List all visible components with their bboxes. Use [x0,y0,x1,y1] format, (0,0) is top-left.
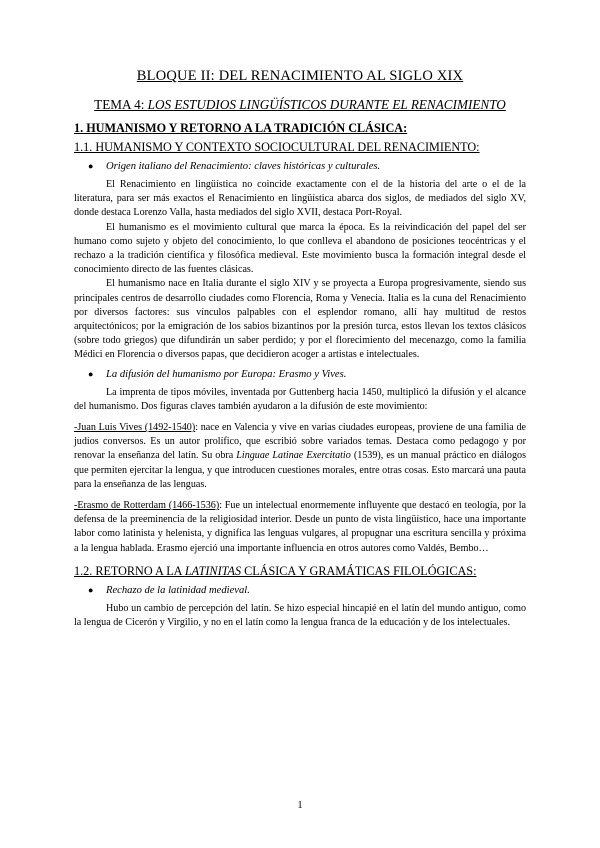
vives-text-1: : nace en Valencia y vive en varias ciudades europeas, proviene de una familia de judíos conversos. Es un autor prolífico, que escribió sobre variados temas. Destaca como pedagogo y por renovar la enseñanza del latín. Su obra [74,422,526,462]
tema-heading [74,97,526,113]
paragraph: Hubo un cambio de percepción del latín. Se hizo especial hincapié en el latín del mundo antiguo, como la lengua de Cicerón y Virgilio, y no en el latín como la lengua franca de la educación y de los intelectuales. [74,602,526,629]
paragraph: El humanismo nace en Italia durante el siglo XIV y se proyecta a Europa progresivamente, siendo sus principales centros de desarrollo ciudades como Florencia, Roma y Venecia. Italia es la cuna del Renacimiento por diversos factores: sus vínculos palpables con el esplendor romano, allí hay multitud de restos arquitectónicos; por la emigración de los sabios bizantinos por la presión turca, estos llevan los textos clásicos (sobre todo griegos) que difundirán un saber perdido; y por el florecimiento del mecenazgo, como la familia Médici en Florencia o diversos papas, que decidieron acoger a artistas e intelectuales. [74,278,526,361]
tema-prefix: TEMA 4: [94,97,148,112]
bullet-item [88,369,526,380]
subsection-1-2-heading [74,564,526,579]
erasmo-paragraph [74,499,526,556]
paragraph: El Renacimiento en lingüística no coincide exactamente con el de la historia del arte o el de la literatura, para ser más exactos el Renacimiento en lingüística abarca dos siglos, de mediados del siglo XV, donde destaca Lorenzo Valla, hasta mediados del siglo XVII, destaca Port-Royal. [74,179,526,219]
sub2-post: CLÁSICA Y GRAMÁTICAS FILOLÓGICAS: [241,563,477,578]
vives-work-title: Linguae Latinae Exercitatio [236,450,351,462]
sub2-latinitas: LATINITAS [184,563,242,578]
vives-name: -Juan Luis Vives (1492-1540) [74,422,196,434]
paragraph: La imprenta de tipos móviles, inventada por Guttenberg hacia 1450, multiplicó la difusión y el alcance del humanismo. Dos figuras claves también ayudaron a la difusión de este movimiento: [74,386,526,412]
vives-paragraph [74,421,526,492]
bullet-icon: ● [88,161,94,171]
bullet-icon: ● [88,368,94,379]
bullet-text: La difusión del humanismo por Europa: Erasmo y Vives. [106,368,347,380]
section-1-heading: 1. HUMANISMO Y RETORNO A LA TRADICIÓN CLÁSICA: [74,121,408,135]
erasmo-name: -Erasmo de Rotterdam (1466-1536) [74,500,220,512]
paragraph: El humanismo es el movimiento cultural que marca la época. Es la reivindicación del papel del ser humano como sujeto y objeto del conocimiento, lo que conlleva el abandono de posiciones teocéntricas y el rechazo a la tradición científica y filosófica medieval. Este movimiento busca la formación integral desde el conocimiento directo de las fuentes clásicas. [74,221,526,276]
sub2-pre: 1.2. RETORNO A LA [74,563,185,578]
bullet-icon: ● [88,584,94,595]
erasmo-text: : Fue un intelectual enormemente influyente que destacó en teología, por la defensa de la preeminencia de la religiosidad interior. Desde un punto de vista lingüístico, hace una importante labor como latinista y helenista, y dignifica las lenguas vulgares, al propugnar una escritura sencilla y próxima a la lengua hablada. Erasmo ejerció una importante influencia en otros autores como Valdés, Bembo… [74,500,527,554]
bullet-item [88,585,526,596]
vives-text-2: (1539), es un manual práctico en diálogos que permiten ejercitar la lengua, y que introducen cuestiones morales, entre otras cosas. Esto marcará una pauta para la enseñanza de las lenguas. [74,450,526,490]
document-page [74,68,526,630]
document-title: BLOQUE II: DEL RENACIMIENTO AL SIGLO XIX [136,68,464,84]
tema-title: LOS ESTUDIOS LINGÜÍSTICOS DURANTE EL RENACIMIENTO [147,97,506,112]
subsection-1-1-heading: 1.1. HUMANISMO Y CONTEXTO SOCIOCULTURAL DEL RENACIMIENTO: [74,140,480,154]
bullet-text: Origen italiano del Renacimiento: claves históricas y culturales. [106,161,381,172]
bullet-item [88,161,526,172]
page-number: 1 [297,800,303,811]
bullet-text: Rechazo de la latinidad medieval. [106,584,250,596]
